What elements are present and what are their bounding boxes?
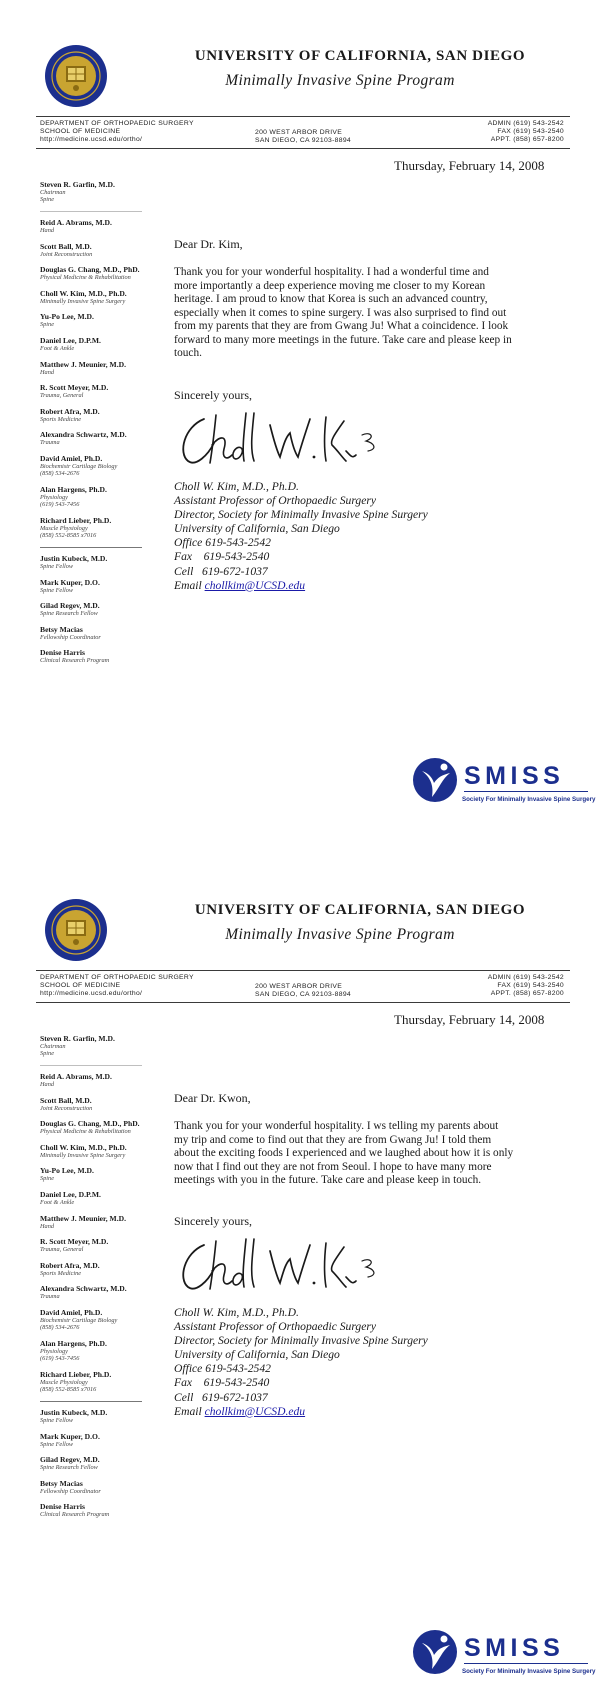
faculty-roster [40, 180, 190, 672]
street-line: 200 WEST ARBOR DRIVE [255, 129, 343, 136]
faculty-roster [40, 1034, 190, 1526]
roster-title: Joint Reconstruction [40, 250, 93, 258]
roster-entry [40, 1119, 190, 1135]
roster-entry [40, 265, 190, 281]
roster-entry [40, 312, 190, 328]
roster-title: Trauma [40, 1293, 60, 1301]
smiss-tagline: Society For Minimally Invasive Spine Surgery [462, 1668, 596, 1675]
roster-entry [40, 1308, 190, 1332]
roster-entry [40, 1432, 190, 1448]
roster-name: David Amiel, Ph.D. [40, 1307, 103, 1317]
roster-name: Scott Ball, M.D. [40, 241, 92, 251]
roster-name: Scott Ball, M.D. [40, 1095, 92, 1105]
closing: Sincerely yours, [174, 388, 252, 402]
roster-entry [40, 1072, 190, 1088]
roster-entry [40, 625, 190, 641]
body-line: more importantly a deep experience moving me closer to my Korean [174, 279, 486, 292]
roster-entry [40, 1143, 190, 1159]
roster-entry [40, 578, 190, 594]
roster-name: R. Scott Meyer, M.D. [40, 1237, 109, 1247]
roster-entry [40, 1034, 190, 1058]
fax-phone: FAX (619) 543-2540 [497, 128, 564, 136]
roster-title: Spine Fellow [40, 1416, 74, 1424]
roster-entry [40, 516, 190, 540]
roster-title: Trauma, General [40, 392, 84, 400]
roster-name: Choll W. Kim, M.D., Ph.D. [40, 288, 127, 298]
signer-fax: Fax 619-543-2540 [174, 550, 270, 564]
roster-entry [40, 554, 190, 570]
program-name: Minimally Invasive Spine Program [225, 926, 455, 943]
roster-entry [40, 180, 190, 204]
admin-phone: ADMIN (619) 543-2542 [487, 974, 564, 981]
roster-title: Biochemistr Cartilage Biology [40, 462, 118, 470]
roster-entry [40, 218, 190, 234]
roster-title: Clinical Research Program [40, 1511, 110, 1519]
roster-title: Joint Reconstruction [40, 1104, 93, 1112]
roster-phone: (858) 552-8585 x7016 [40, 532, 97, 540]
roster-title-extra: Spine [40, 196, 54, 204]
email-label: Email [174, 578, 205, 592]
roster-title: Physical Medicine & Rehabilitation [40, 274, 131, 282]
closing: Sincerely yours, [174, 1214, 252, 1228]
roster-entry [40, 242, 190, 258]
roster-title: Spine [40, 1175, 54, 1183]
signer-fax: Fax 619-543-2540 [174, 1376, 270, 1390]
roster-entry [40, 454, 190, 478]
roster-title: Clinical Research Program [40, 657, 110, 665]
header-rule-bottom [36, 148, 570, 149]
roster-name: Gilad Regev, M.D. [40, 601, 100, 611]
roster-entry [40, 485, 190, 509]
body-line: meetings with you in the future. Take care and please keep in touch. [174, 1174, 482, 1186]
roster-entry [40, 1261, 190, 1277]
appt-phone: APPT. (858) 657-8200 [490, 136, 564, 144]
roster-title: Physiology [40, 1347, 68, 1355]
roster-name: Alan Hargens, Ph.D. [40, 1338, 107, 1348]
roster-title: Hand [40, 1081, 54, 1088]
email-link[interactable]: chollkim@UCSD.edu [204, 578, 306, 592]
roster-entry [40, 383, 190, 399]
university-name: UNIVERSITY OF CALIFORNIA, SAN DIEGO [194, 902, 526, 918]
signer-email-row [174, 579, 428, 593]
signer-title: Assistant Professor of Orthopaedic Surgery [174, 1320, 377, 1334]
signer-organization: University of California, San Diego [174, 522, 340, 536]
roster-title: Foot & Ankle [40, 344, 75, 352]
roster-title: Physical Medicine & Rehabilitation [40, 1128, 131, 1136]
roster-title: Minimally Invasive Spine Surgery [40, 297, 126, 305]
admin-phone: ADMIN (619) 543-2542 [487, 120, 564, 127]
city-line: SAN DIEGO, CA 92103-8894 [255, 991, 351, 999]
roster-title: Fellowship Coordinator [40, 633, 101, 641]
phone-block [488, 974, 564, 999]
roster-divider [40, 1401, 142, 1402]
school-line: SCHOOL OF MEDICINE [40, 128, 121, 136]
roster-title: Trauma [40, 439, 60, 447]
email-label: Email [174, 1404, 205, 1418]
roster-entry [40, 1502, 190, 1518]
roster-title: Muscle Physiology [40, 524, 88, 532]
roster-phone: (619) 543-7456 [40, 1355, 80, 1363]
roster-title: Biochemistr Cartilage Biology [40, 1316, 118, 1324]
letter-date: Thursday, February 14, 2008 [394, 158, 545, 173]
roster-title: Fellowship Coordinator [40, 1487, 101, 1495]
uc-seal-logo [44, 898, 108, 962]
roster-phone: (858) 552-8585 x7016 [40, 1386, 97, 1394]
street-line: 200 WEST ARBOR DRIVE [255, 983, 343, 990]
email-link[interactable]: chollkim@UCSD.edu [204, 1404, 306, 1418]
roster-title: Spine Fellow [40, 562, 74, 570]
roster-name: Daniel Lee, D.P.M. [40, 1189, 101, 1199]
smiss-logo-icon [412, 757, 458, 803]
smiss-rule [464, 1663, 588, 1664]
roster-name: Robert Afra, M.D. [40, 1260, 100, 1270]
body-line: touch. [174, 347, 202, 359]
roster-divider [40, 211, 142, 212]
smiss-name: SMISS [464, 1634, 565, 1662]
body-line: now that I find out they are not from Seoul. I hope to have many more [174, 1160, 492, 1173]
header-rule-bottom [36, 1002, 570, 1003]
salutation: Dear Dr. Kim, [174, 237, 243, 251]
roster-title: Hand [40, 1222, 54, 1230]
roster-name: Reid A. Abrams, M.D. [40, 1072, 112, 1081]
signer-cell: Cell 619-672-1037 [174, 1390, 268, 1404]
roster-name: Justin Kubeck, M.D. [40, 1407, 108, 1417]
roster-entry [40, 601, 190, 617]
roster-name: Choll W. Kim, M.D., Ph.D. [40, 1142, 127, 1152]
roster-entry [40, 360, 190, 376]
roster-name: Douglas G. Chang, M.D., PhD. [40, 265, 140, 275]
body-line: heritage. I am proud to know that Korea is such an advanced country, [174, 293, 488, 305]
signature-block [174, 480, 428, 593]
roster-entry [40, 289, 190, 305]
department-url[interactable]: http://medicine.ucsd.edu/ortho/ [40, 990, 143, 998]
roster-entry [40, 648, 190, 664]
roster-name: Richard Lieber, Ph.D. [40, 1369, 112, 1379]
letter-body [174, 1120, 540, 1188]
roster-title: Trauma, General [40, 1246, 84, 1254]
roster-title: Sports Medicine [40, 415, 82, 423]
signer-office: Office 619-543-2542 [174, 1362, 271, 1376]
smiss-tagline: Society For Minimally Invasive Spine Surgery [462, 796, 596, 803]
roster-title: Physiology [40, 493, 68, 501]
letter-body [174, 266, 540, 361]
school-line: SCHOOL OF MEDICINE [40, 982, 121, 990]
roster-title: Chairman [40, 189, 66, 196]
signer-title: Director, Society for Minimally Invasive Spine Surgery [174, 1334, 428, 1348]
program-name: Minimally Invasive Spine Program [225, 72, 455, 89]
signer-name: Choll W. Kim, M.D., Ph.D. [174, 1306, 299, 1319]
roster-name: Douglas G. Chang, M.D., PhD. [40, 1119, 140, 1129]
roster-name: Matthew J. Meunier, M.D. [40, 359, 126, 369]
body-line: from my parents that they are from Gwang Ju! What a coincidence. I look [174, 320, 509, 332]
signer-name: Choll W. Kim, M.D., Ph.D. [174, 480, 299, 493]
smiss-name: SMISS [464, 762, 565, 790]
address-block [255, 983, 351, 999]
department-line: DEPARTMENT OF ORTHOPAEDIC SURGERY [40, 974, 194, 981]
header-rule-top [36, 970, 570, 971]
roster-title: Muscle Physiology [40, 1378, 88, 1386]
roster-phone: (858) 534-2676 [40, 470, 80, 478]
roster-title: Spine Fellow [40, 1440, 74, 1448]
roster-name: R. Scott Meyer, M.D. [40, 383, 109, 393]
roster-entry [40, 1370, 190, 1394]
header-rule-top [36, 116, 570, 117]
department-block [40, 120, 194, 145]
appt-phone: APPT. (858) 657-8200 [490, 990, 564, 998]
roster-title: Spine [40, 321, 54, 329]
roster-divider [40, 1065, 142, 1066]
letter-date: Thursday, February 14, 2008 [394, 1012, 545, 1027]
roster-name: Alan Hargens, Ph.D. [40, 484, 107, 494]
roster-divider [40, 547, 142, 548]
signer-cell: Cell 619-672-1037 [174, 564, 268, 578]
roster-name: David Amiel, Ph.D. [40, 453, 103, 463]
body-line: Thank you for your wonderful hospitality. I ws telling my parents about [174, 1120, 499, 1132]
body-line: about the exciting foods I experienced and we laughed about how it is only [174, 1147, 514, 1159]
signer-email-row [174, 1405, 428, 1419]
roster-name: Alexandra Schwartz, M.D. [40, 430, 127, 440]
uc-seal-logo [44, 44, 108, 108]
roster-title: Hand [40, 368, 54, 376]
roster-name: Gilad Regev, M.D. [40, 1455, 100, 1465]
roster-entry [40, 1408, 190, 1424]
roster-name: Denise Harris [40, 1502, 85, 1512]
roster-entry [40, 1190, 190, 1206]
handwritten-signature [174, 1231, 384, 1297]
body-line: forward to many more meetings in the future. Take care and please keep in [174, 333, 512, 346]
roster-entry [40, 1284, 190, 1300]
signer-title: Assistant Professor of Orthopaedic Surgery [174, 494, 377, 508]
body-line: especially when it comes to spine surgery. I was also surprised to find out [174, 306, 507, 319]
fax-phone: FAX (619) 543-2540 [497, 982, 564, 990]
handwritten-signature [174, 405, 384, 471]
letter-kwon [0, 854, 600, 1708]
roster-name: Betsy Macias [40, 1478, 83, 1488]
signature-block [174, 1306, 428, 1419]
roster-name: Denise Harris [40, 648, 85, 658]
roster-name: Richard Lieber, Ph.D. [40, 515, 112, 525]
roster-entry [40, 407, 190, 423]
roster-title: Foot & Ankle [40, 1198, 75, 1206]
city-line: SAN DIEGO, CA 92103-8894 [255, 137, 351, 145]
department-line: DEPARTMENT OF ORTHOPAEDIC SURGERY [40, 120, 194, 127]
roster-name: Yu-Po Lee, M.D. [40, 312, 94, 322]
roster-title: Spine Research Fellow [40, 610, 98, 618]
roster-name: Steven R. Garfin, M.D. [40, 1034, 115, 1043]
roster-title: Sports Medicine [40, 1269, 82, 1277]
roster-entry [40, 1237, 190, 1253]
roster-name: Betsy Macias [40, 624, 83, 634]
phone-block [488, 120, 564, 145]
roster-name: Justin Kubeck, M.D. [40, 553, 108, 563]
roster-name: Yu-Po Lee, M.D. [40, 1166, 94, 1176]
body-line: Thank you for your wonderful hospitality. I had a wonderful time and [174, 266, 489, 278]
roster-entry [40, 430, 190, 446]
roster-phone: (858) 534-2676 [40, 1324, 80, 1332]
roster-phone: (619) 543-7456 [40, 501, 80, 509]
roster-entry [40, 336, 190, 352]
roster-name: Alexandra Schwartz, M.D. [40, 1284, 127, 1294]
smiss-rule [464, 791, 588, 792]
roster-name: Matthew J. Meunier, M.D. [40, 1213, 126, 1223]
roster-title: Chairman [40, 1043, 66, 1050]
signer-title: Director, Society for Minimally Invasive Spine Surgery [174, 508, 428, 522]
university-name: UNIVERSITY OF CALIFORNIA, SAN DIEGO [194, 48, 526, 64]
roster-name: Mark Kuper, D.O. [40, 577, 100, 587]
roster-name: Steven R. Garfin, M.D. [40, 180, 115, 189]
roster-entry [40, 1479, 190, 1495]
roster-entry [40, 1339, 190, 1363]
address-block [255, 129, 351, 145]
smiss-logo-icon [412, 1629, 458, 1675]
roster-name: Daniel Lee, D.P.M. [40, 335, 101, 345]
roster-title-extra: Spine [40, 1050, 54, 1058]
roster-name: Robert Afra, M.D. [40, 406, 100, 416]
roster-name: Reid A. Abrams, M.D. [40, 218, 112, 227]
roster-entry [40, 1214, 190, 1230]
roster-title: Spine Research Fellow [40, 1464, 98, 1472]
roster-title: Hand [40, 227, 54, 234]
department-block [40, 974, 194, 999]
body-line: my trip and come to find out that they are from Gwang Ju! I told them [174, 1133, 492, 1146]
department-url[interactable]: http://medicine.ucsd.edu/ortho/ [40, 136, 143, 144]
roster-entry [40, 1166, 190, 1182]
roster-entry [40, 1096, 190, 1112]
roster-entry [40, 1455, 190, 1471]
roster-title: Spine Fellow [40, 586, 74, 594]
roster-name: Mark Kuper, D.O. [40, 1431, 100, 1441]
salutation: Dear Dr. Kwon, [174, 1091, 251, 1105]
signer-organization: University of California, San Diego [174, 1348, 340, 1362]
signer-office: Office 619-543-2542 [174, 536, 271, 550]
roster-title: Minimally Invasive Spine Surgery [40, 1151, 126, 1159]
